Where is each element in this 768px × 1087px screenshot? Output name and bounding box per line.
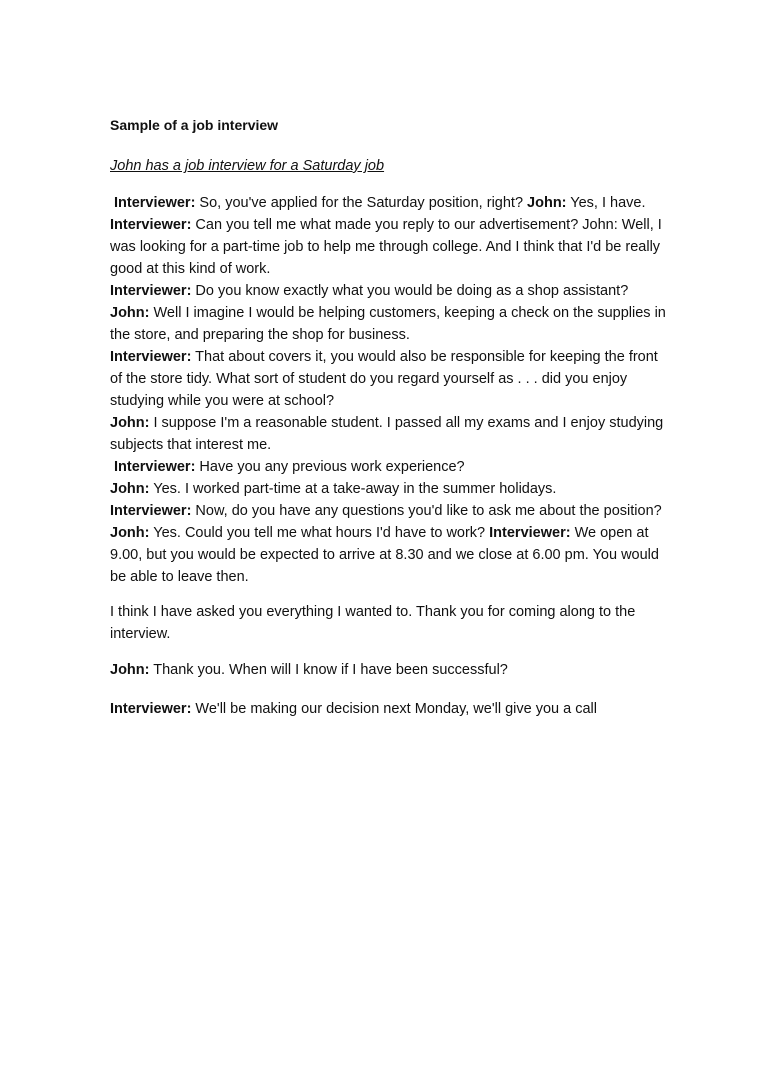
speech-text: That about covers it, you would also be responsible for keeping the front of the store tidy. What sort of student do you regard yourself as . . . did you enjoy studying while you were at school? [110,349,658,409]
speaker-label: John: [527,195,567,211]
speaker-label: Interviewer: [110,701,192,717]
john-final-line [110,659,670,681]
dialogue-line [110,302,670,346]
dialogue-line [110,192,670,214]
dialogue-line [110,478,670,500]
document-title: Sample of a job interview [110,117,279,133]
speaker-label: John: [110,662,150,678]
speech-text: Well I imagine I would be helping customers, keeping a check on the supplies in the store, and preparing the shop for business. [110,305,666,343]
speech-text: Do you know exactly what you would be doing as a shop assistant? [191,283,629,299]
speech-text: Can you tell me what made you reply to our advertisement? John: Well, I was looking for a part-time job to help me through college. And I think that I'd be really good at this kind of work. [110,217,662,277]
speech-text: I suppose I'm a reasonable student. I passed all my exams and I enjoy studying subjects that interest me. [110,415,664,453]
speech-text: We'll be making our decision next Monday, we'll give you a call [191,701,597,717]
speaker-label: Jonh: [110,525,150,541]
speaker-label: Interviewer: [110,217,192,233]
speaker-label: Interviewer: [110,503,192,519]
speaker-label: Interviewer: [489,525,571,541]
closing-paragraph: I think I have asked you everything I wanted to. Thank you for coming along to the interview. [110,604,636,642]
speech-text: So, you've applied for the Saturday position, right? [195,195,528,211]
dialogue-line [110,346,670,412]
speaker-label: John: [110,415,150,431]
speech-text: Yes. Could you tell me what hours I'd have to work? [149,525,490,541]
interview-dialogue [110,192,670,588]
document-subtitle: John has a job interview for a Saturday job [110,158,385,174]
speaker-label: John: [110,481,150,497]
speech-text: Yes, I have. [566,195,646,211]
dialogue-line [110,412,670,456]
speaker-label: Interviewer: [110,283,192,299]
speaker-label: Interviewer: [114,195,196,211]
speech-text: Now, do you have any questions you'd like to ask me about the position? [191,503,662,519]
speech-text: Yes. I worked part-time at a take-away in the summer holidays. [149,481,557,497]
dialogue-line [110,456,670,478]
dialogue-line [110,280,670,302]
interviewer-final-line [110,695,670,723]
dialogue-line [110,500,670,522]
document-page [110,114,670,723]
dialogue-line [110,522,670,588]
speech-text: Thank you. When will I know if I have been successful? [149,662,508,678]
speaker-label: Interviewer: [110,349,192,365]
speech-text: We open at 9.00, but you would be expected to arrive at 8.30 and we close at 6.00 pm. You would be able to leave then. [110,525,659,585]
dialogue-line [110,214,670,280]
speaker-label: Interviewer: [114,459,196,475]
speaker-label: John: [110,305,150,321]
speech-text: Have you any previous work experience? [195,459,465,475]
